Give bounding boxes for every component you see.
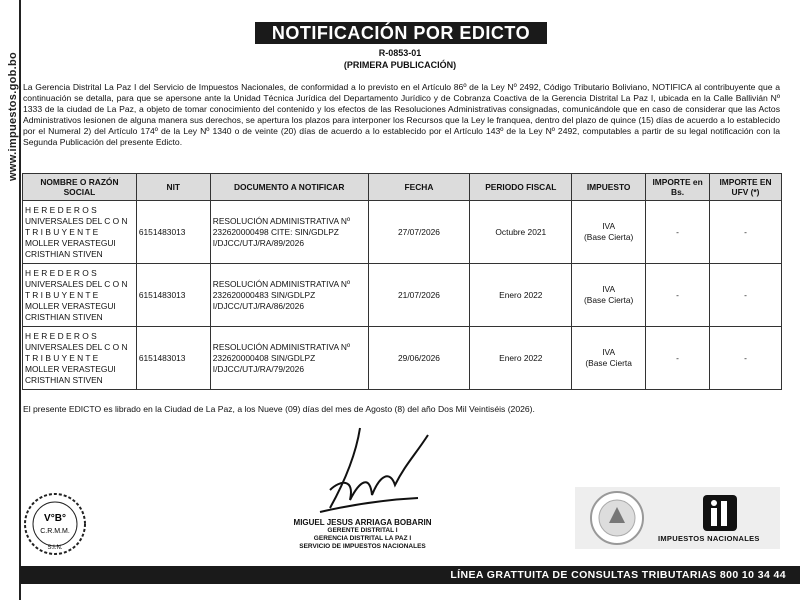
svg-text:C.R.M.M.: C.R.M.M. (40, 528, 70, 535)
cell-documento: RESOLUCIÓN ADMINISTRATIVA Nº 232620000498 CITE: SIN/GDLPZ I/DJCC/UTJ/RA/89/2026 (210, 201, 368, 264)
table-header-row (23, 174, 782, 201)
table-row (23, 201, 782, 264)
impuesto-sub: (Base Cierta) (583, 232, 634, 242)
cell-fecha: 29/06/2026 (368, 327, 470, 390)
signatory-office: GERENCIA DISTRITAL LA PAZ I (313, 535, 412, 542)
header-impuesto: IMPUESTO (572, 174, 646, 201)
cell-importe-bs: - (646, 264, 710, 327)
header-documento: DOCUMENTO A NOTIFICAR (210, 174, 368, 201)
cell-documento: RESOLUCIÓN ADMINISTRATIVA Nº 232620000483 SIN/GDLPZ I/DJCC/UTJ/RA/86/2026 (210, 264, 368, 327)
header-nit: NIT (136, 174, 210, 201)
cell-importe-bs: - (646, 327, 710, 390)
signatory-name: MIGUEL JESUS ARRIAGA BOBARIN (293, 518, 432, 527)
cell-periodo: Octubre 2021 (470, 201, 572, 264)
header-periodo: PERIODO FISCAL (470, 174, 572, 201)
cell-nombre: H E R E D E R O S UNIVERSALES DEL C O N T R I B U Y E N T E MOLLER VERASTEGUI CRISTHIAN STIVEN (23, 327, 137, 390)
cell-impuesto (572, 327, 646, 390)
signatory-agency: SERVICIO DE IMPUESTOS NACIONALES (299, 543, 426, 550)
header-nombre: NOMBRE O RAZÓN SOCIAL (23, 174, 137, 201)
cell-nit: 6151483013 (136, 327, 210, 390)
impuesto-sub: (Base Cierta (585, 358, 632, 368)
cell-nombre: H E R E D E R O S UNIVERSALES DEL C O N T R I B U Y E N T E MOLLER VERASTEGUI CRISTHIAN STIVEN (23, 264, 137, 327)
cell-documento: RESOLUCIÓN ADMINISTRATIVA Nº 232620000408 SIN/GDLPZ I/DJCC/UTJ/RA/79/2026 (210, 327, 368, 390)
cell-impuesto (572, 201, 646, 264)
cell-importe-bs: - (646, 201, 710, 264)
side-bar (0, 0, 21, 600)
logo-label: IMPUESTOS NACIONALES (658, 534, 760, 543)
cell-periodo: Enero 2022 (470, 264, 572, 327)
impuesto-label: IVA (602, 284, 616, 294)
cell-nombre: H E R E D E R O S UNIVERSALES DEL C O N T R I B U Y E N T E MOLLER VERASTEGUI CRISTHIAN STIVEN (23, 201, 137, 264)
cell-nit: 6151483013 (136, 201, 210, 264)
table-row (23, 264, 782, 327)
resolution-code: R-0853-01 (378, 48, 422, 58)
cell-fecha: 21/07/2026 (368, 264, 470, 327)
signature-block (275, 519, 450, 551)
cell-impuesto (572, 264, 646, 327)
cell-importe-ufv: - (710, 327, 782, 390)
svg-text:V°B°: V°B° (44, 513, 66, 524)
approval-seal-icon (22, 491, 88, 557)
publication-label: (PRIMERA PUBLICACIÓN) (343, 60, 457, 70)
cell-fecha: 27/07/2026 (368, 201, 470, 264)
impuesto-label: IVA (602, 221, 616, 231)
header-importe-ufv: IMPORTE EN UFV (*) (710, 174, 782, 201)
cell-importe-ufv: - (710, 264, 782, 327)
table-row (23, 327, 782, 390)
svg-text:S.I.N.: S.I.N. (47, 545, 63, 551)
body-paragraph: La Gerencia Distrital La Paz I del Servicio de Impuestos Nacionales, de conformidad a lo previsto en el Artículo 86º de la Ley Nº 2492, Código Tributario Boliviano, NOTIFICA al contribuyente que a continuación se detalla, para que se apersone ante la Unidad Técnica Jurídica del Departamento Jurídico y de Cobranza Coactiva de la Gerencia Distrital La Paz I, ubicada en la Calle Ballivián Nº 1333 de la ciudad de La Paz, a objeto de tomar conocimiento del contenido y los efectos de las Resoluciones Administrativas consignadas, comunicándole que en caso de considerar que las Actos Administrativos lesionen de alguna manera sus derechos, se apertura los plazos para interponer los Recursos que la Ley le franquea, dentro del plazo de quince (15) días de acuerdo a lo establecido por el Numeral 2) del Artículo 174º de la Ley Nº 1340 o de veinte (20) días de acuerdo a lo establecido por el Artículo 143º de la Ley Nº 2492, computables a partir de su legal notificación con la Segunda Publicación del presente Edicto. (23, 82, 780, 147)
cell-periodo: Enero 2022 (470, 327, 572, 390)
impuesto-sub: (Base Cierta) (583, 295, 634, 305)
cell-nit: 6151483013 (136, 264, 210, 327)
signatory-role: GERENTE DISTRITAL I (327, 527, 398, 534)
notification-table (22, 173, 782, 390)
impuesto-label: IVA (602, 347, 616, 357)
hotline-text: LÍNEA GRATTUITA DE CONSULTAS TRIBUTARIAS 800 10 34 44 (450, 569, 786, 581)
sidebar-url: www.impuestos.gob.bo (7, 51, 19, 181)
page-title: NOTIFICACIÓN POR EDICTO (255, 22, 547, 44)
header-importe-bs: IMPORTE en Bs. (646, 174, 710, 201)
hotline-bar (20, 566, 800, 584)
closing-paragraph: El presente EDICTO es librado en la Ciudad de La Paz, a los Nueve (09) días del mes de Agosto (8) del año Dos Mil Veintiséis (2026). (23, 404, 535, 414)
cell-importe-ufv: - (710, 201, 782, 264)
header-fecha: FECHA (368, 174, 470, 201)
signature-scribble-icon (300, 420, 440, 520)
